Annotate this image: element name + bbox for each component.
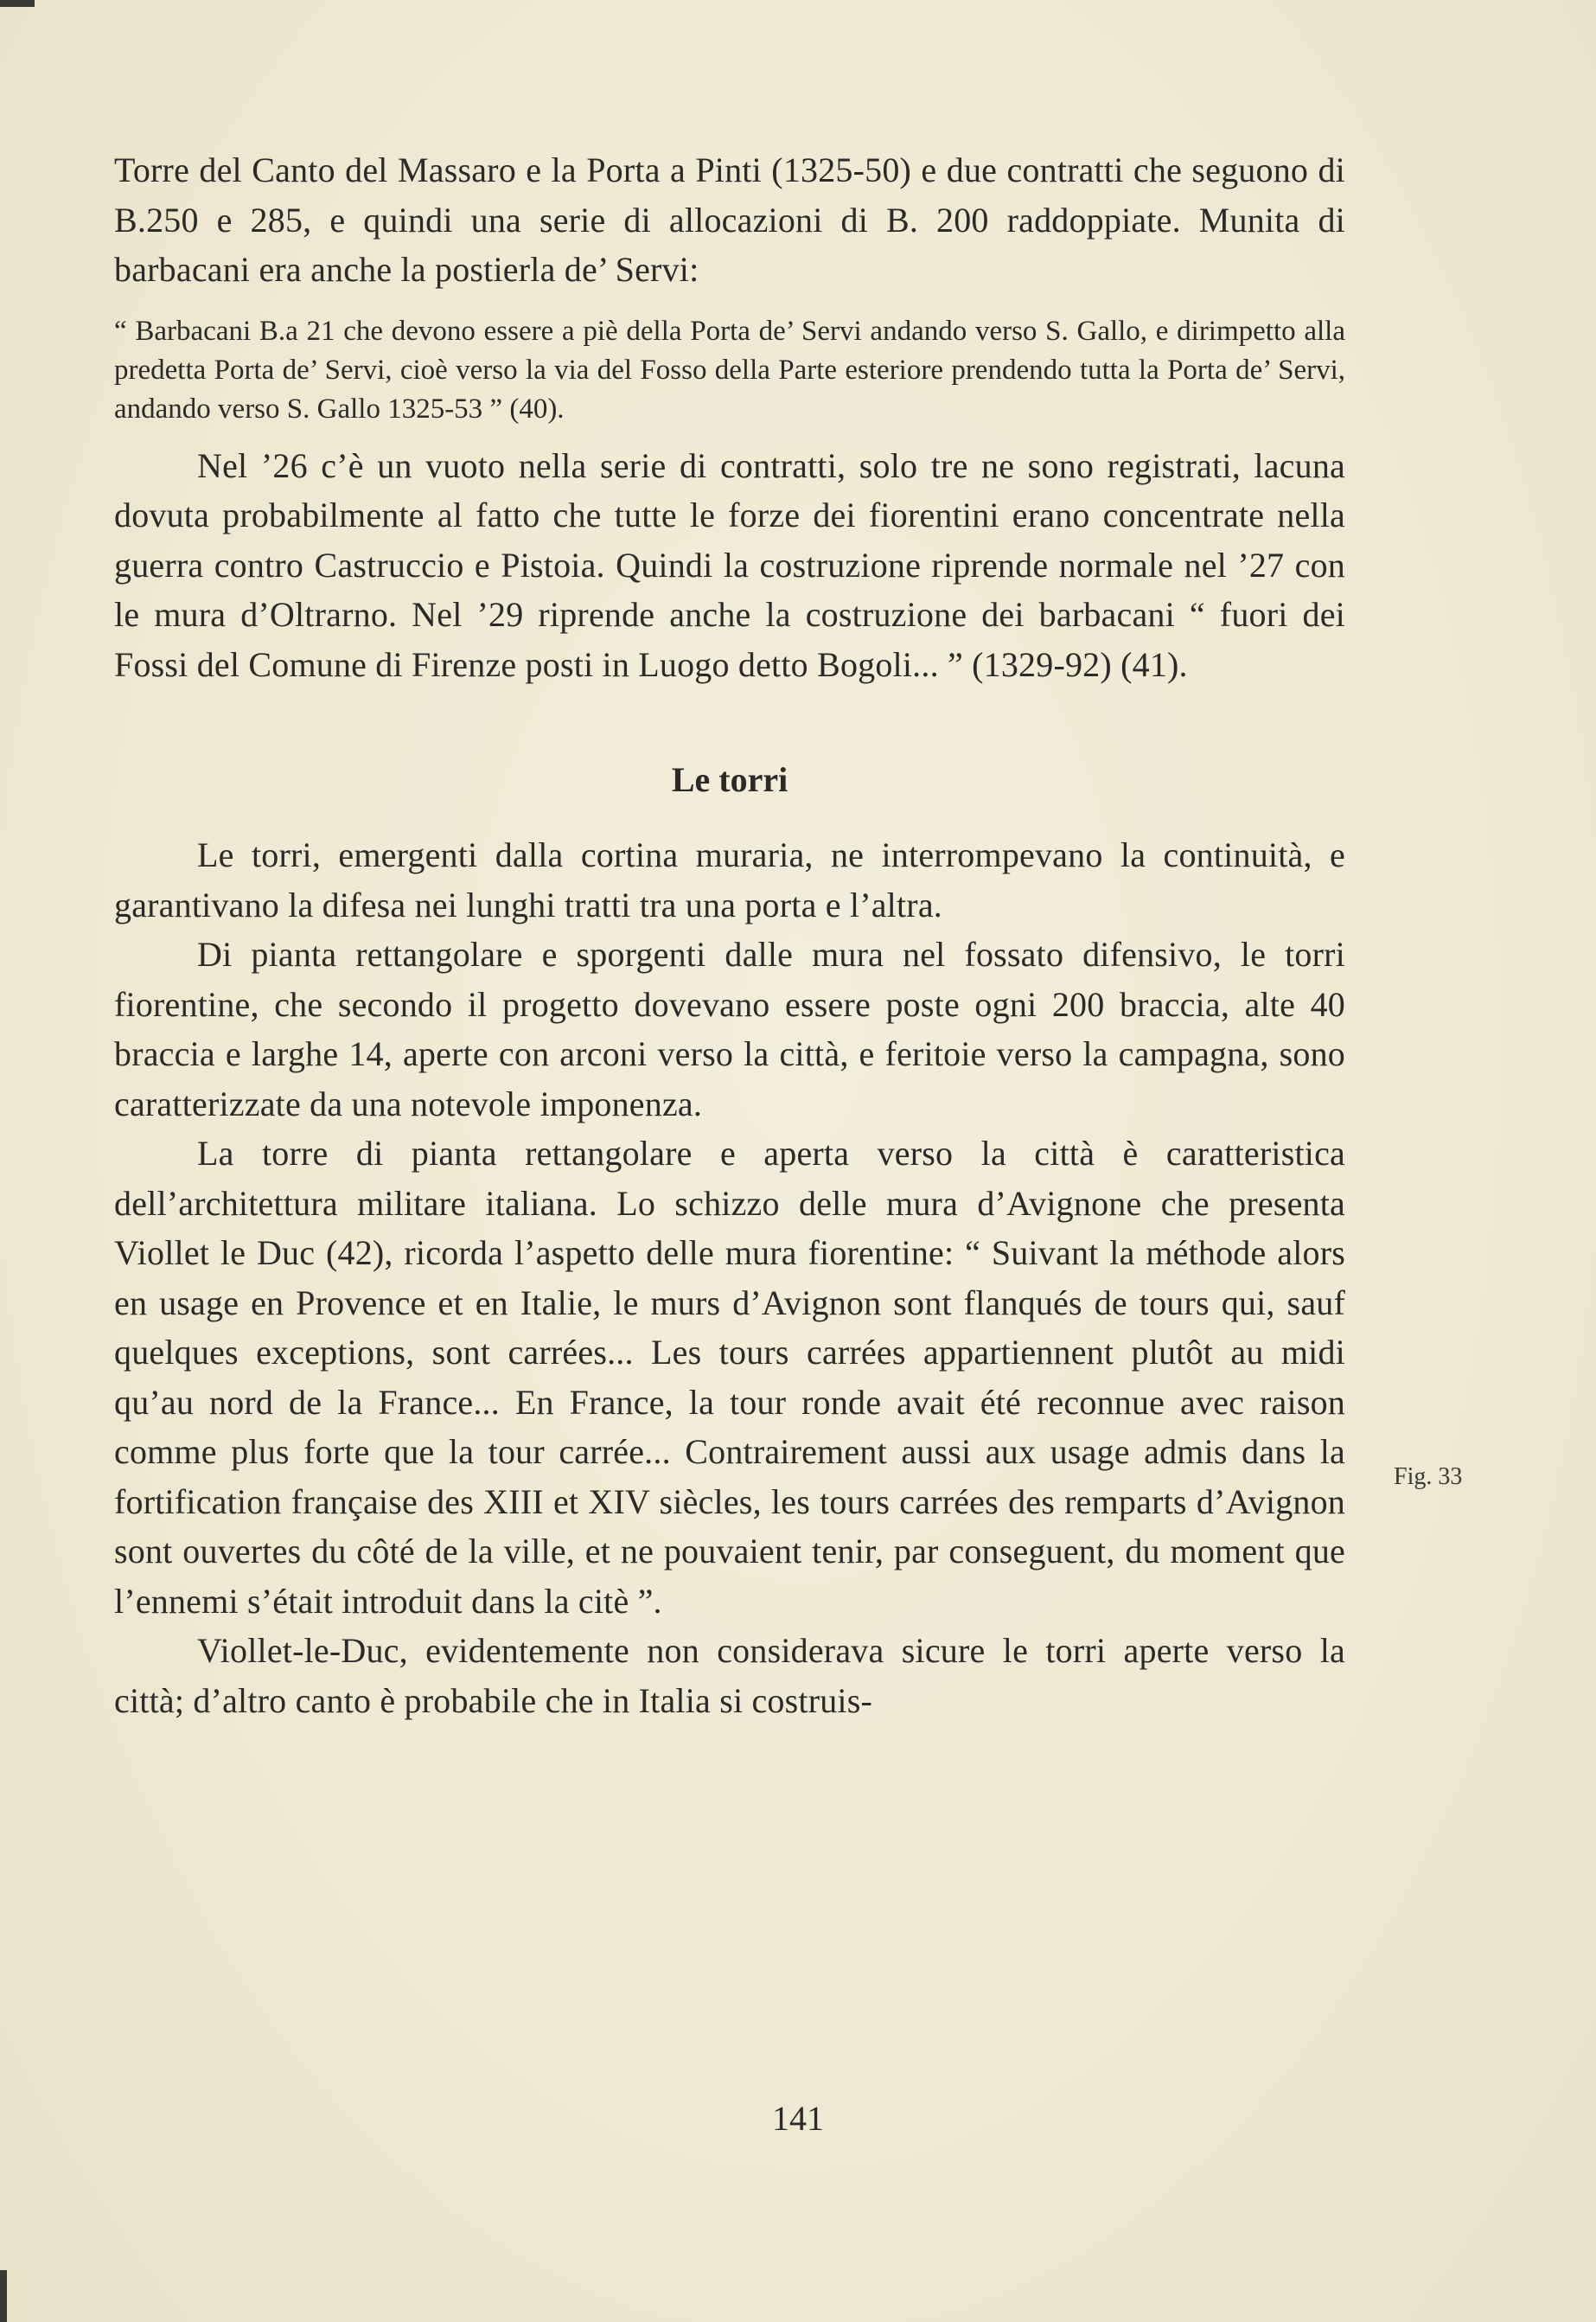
page-number: 141 — [772, 2099, 824, 2138]
paragraph-torri-pianta: Di pianta rettangolare e sporgenti dalle mura nel fossato difensivo, le torri fiorentine, che secondo il progetto dovevano essere poste ogni 200 braccia, alte 40 braccia e larghe 14, aperte con arconi verso la città, e feritoie verso la campagna, sono caratterizzate da una notevole imponenza. — [114, 935, 1345, 1123]
margin-figure-reference: Fig. 33 — [1394, 1463, 1463, 1490]
section-heading: Le torri — [671, 760, 788, 799]
body-text — [114, 145, 1345, 1725]
scan-edge-mark-bottom — [0, 2270, 7, 2322]
paragraph-opening: Torre del Canto del Massaro e la Porta a Pinti (1325-50) e due contratti che seguono di B.250 e 285, e quindi una serie di allocazioni di B. 200 raddoppiate. Munita di barbacani era anche la postierla de’ Servi: — [114, 150, 1345, 289]
scan-edge-mark — [0, 0, 35, 7]
paragraph-contracts: Nel ’26 c’è un vuoto nella serie di contratti, solo tre ne sono registrati, lacuna dovuta probabilmente al fatto che tutte le forze dei fiorentini erano concentrate nella guerra contro Castruccio e Pistoia. Quindi la costruzione riprende normale nel ’27 con le mura d’Oltrarno. Nel ’29 riprende anche la costruzione dei barbacani “ fuori dei Fossi del Comune di Firenze posti in Luogo detto Bogoli... ” (1329-92) (41). — [114, 445, 1345, 684]
block-quote: “ Barbacani B.a 21 che devono essere a piè della Porta de’ Servi andando verso S. Gallo, e dirimpetto alla predetta Porta de’ Servi, cioè verso la via del Fosso della Parte esteriore prendendo tutta la Porta de’ Servi, andando verso S. Gallo 1325-53 ” (40). — [114, 315, 1345, 425]
paragraph-torri-intro: Le torri, emergenti dalla cortina muraria, ne interrompevano la continuità, e garantivano la difesa nei lunghi tratti tra una porta e l’altra. — [114, 835, 1345, 924]
paragraph-torri-conclusion: Viollet-le-Duc, evidentemente non considerava sicure le torri aperte verso la città; d’altro canto è probabile che in Italia si costruis- — [114, 1631, 1345, 1720]
paragraph-torri-viollet: La torre di pianta rettangolare e aperta verso la città è caratteristica dell’architettura militare italiana. Lo schizzo delle mura d’Avignone che presenta Viollet le Duc (42), ricorda l’aspetto delle mura fiorentine: “ Suivant la méthode alors en usage en Provence et en Italie, le murs d’Avignon sont flanqués de tours qui, sauf quelques exceptions, sont carrées... Les tours carrées appartiennent plutôt au midi qu’au nord de la France... En France, la tour ronde avait été reconnue avec raison comme plus forte que la tour carrée... Contrairement aussi aux usage admis dans la fortification française des XIII et XIV siècles, les tours carrées des remparts d’Avignon sont ouvertes du côté de la ville, et ne pouvaient tenir, par conseguent, du moment que l’ennemi s’était introduit dans la citè ”. — [114, 1134, 1345, 1621]
